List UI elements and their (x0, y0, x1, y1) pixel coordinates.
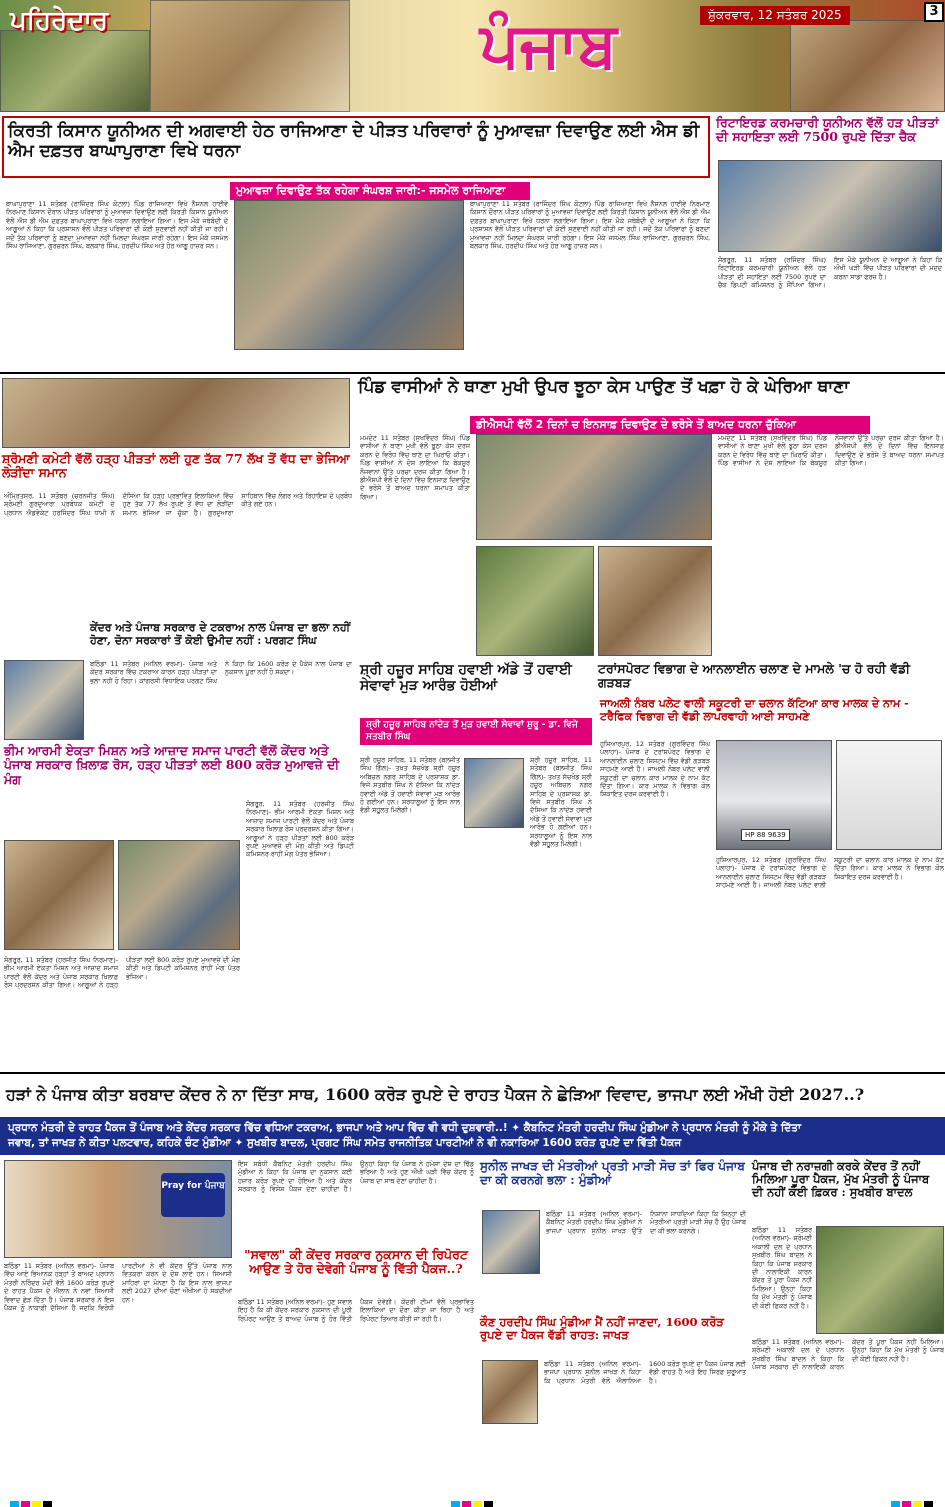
registration-swatches-center (451, 1495, 495, 1507)
story9-body: ਬਠਿੰਡਾ 11 ਸਤੰਬਰ (ਅਨਿਲ ਵਰਮਾ)- ਕੈਬਨਿਟ ਮੰਤਰੀ ਹਰਦੀਪ ਸਿੰਘ ਮੁੰਡੀਆਂ ਨੇ ਭਾਜਪਾ ਪ੍ਰਧਾਨ ਸੁਨੀਲ ਜਾਖੜ ਉੱਤੇ ਨਿਸ਼ਾਨਾ ਸਾਧਦਿਆਂ ਕਿਹਾ ਕਿ ਜਿਨ੍ਹਾਂ ਦੀ ਮੰਤਰੀਆਂ ਪ੍ਰਤੀ ਮਾੜੀ ਸੋਚ ਹੈ ਉਹ ਪੰਜਾਬ ਦਾ ਕੀ ਭਲਾ ਕਰਨਗੇ। (546, 1210, 746, 1235)
divider (0, 372, 945, 374)
story5-headline[interactable]: ਸ਼੍ਰੀ ਹਜ਼ੂਰ ਸਾਹਿਬ ਹਵਾਈ ਅੱਡੇ ਤੋਂ ਹਵਾਈ ਸੇਵਾਵਾਂ ਮੁੜ ਆਰੰਭ ਹੋਈਆਂ (360, 662, 572, 695)
story5-kicker: ਸ਼੍ਰੀ ਹਜ਼ੂਰ ਸਾਹਿਬ ਨਾਂਦੇੜ ਤੋਂ ਮੁੜ ਹਵਾਈ ਸੇਵਾਵਾਂ ਸ਼ੁਰੂ - ਡਾ. ਵਿਜੇ ਸਤਬੀਰ ਸਿੰਘ (360, 718, 592, 745)
lead-headline[interactable]: ਹੜਾਂ ਨੇ ਪੰਜਾਬ ਕੀਤਾ ਬਰਬਾਦ ਕੇਂਦਰ ਨੇ ਨਾ ਦਿੱਤਾ ਸਾਥ, 1600 ਕਰੋੜ ਰੁਪਏ ਦੇ ਰਾਹਤ ਪੈਕਜ ਨੇ ਛੇੜਿਆ ਵਿਵਾਦ, ਭਾਜਪਾ ਲਈ ਔਖੀ ਹੋਈ 2027..? (6, 1085, 865, 1104)
story4-body: ਮਮਦੋਟ 11 ਸਤੰਬਰ (ਸੁਖਵਿੰਦਰ ਸਿੰਘ) ਪਿੰਡ ਵਾਸੀਆਂ ਨੇ ਥਾਣਾ ਮੁਖੀ ਵੱਲੋਂ ਝੂਠਾ ਕੇਸ ਦਰਜ ਕਰਨ ਦੇ ਵਿਰੋਧ ਵਿੱਚ ਥਾਣੇ ਦਾ ਘਿਰਾਓ ਕੀਤਾ। ਪਿੰਡ ਵਾਸੀਆਂ ਨੇ ਦੋਸ਼ ਲਾਇਆ ਕਿ ਬੇਕਸੂਰ ਨੌਜਵਾਨਾਂ ਉੱਤੇ ਪਰਚਾ ਦਰਜ ਕੀਤਾ ਗਿਆ ਹੈ। ਡੀਐਸਪੀ ਵੱਲੋਂ ਦੋ ਦਿਨਾਂ ਵਿੱਚ ਇਨਸਾਫ਼ ਦਿਵਾਉਣ ਦੇ ਭਰੋਸੇ ਤੋਂ ਬਾਅਦ ਧਰਨਾ ਸਮਾਪਤ ਕੀਤਾ ਗਿਆ। (360, 434, 470, 501)
story6-body: ਹੁਸ਼ਿਆਰਪੁਰ, 12 ਸਤੰਬਰ (ਗੁਰਵਿੰਦਰ ਸਿੰਘ ਪਲਾਹਾ)- ਪੰਜਾਬ ਦੇ ਟਰਾਂਸਪੋਰਟ ਵਿਭਾਗ ਦੇ ਆਨਲਾਈਨ ਚਲਾਣ ਸਿਸਟਮ ਵਿੱਚ ਵੱਡੀ ਗੜਬੜ ਸਾਹਮਣੇ ਆਈ ਹੈ। ਜਾਅਲੀ ਨੰਬਰ ਪਲੇਟ ਵਾਲੀ ਸਕੂਟਰੀ ਦਾ ਚਲਾਨ ਕਾਰ ਮਾਲਕ ਦੇ ਨਾਮ ਕੱਟ ਦਿੱਤਾ ਗਿਆ। ਕਾਰ ਮਾਲਕ ਨੇ ਵਿਭਾਗ ਕੋਲ ਸ਼ਿਕਾਇਤ ਦਰਜ ਕਰਵਾਈ ਹੈ। (600, 740, 710, 799)
section-title: ਪੰਜਾਬ (480, 8, 617, 81)
story8-headline-box (238, 1248, 474, 1294)
lead-strip-line2: ਜਵਾਬ, ਤਾਂ ਜਾਖੜ ਨੇ ਕੀਤਾ ਪਲਟਵਾਰ, ਕਹਿਕੇ ਚੰਟ ਮੁੰਡੀਆ ✦ ਸੁਖਬੀਰ ਬਾਦਲ, ਪ੍ਰਗਟ ਸਿੰਘ ਸਮੇਤ ਰਾਜਨੀਤਿਕ ਪਾਰਟੀਆਂ ਨੇ ਵੀ ਨਕਾਰਿਆ 1600 ਕਰੋੜ ਰੁਪਏ ਦਾ ਵਿੱਤੀ ਪੈਕਜ (8, 1137, 682, 1149)
print-registration-strip (0, 1495, 945, 1507)
story1-photo (234, 200, 464, 350)
lead-headline-box (0, 1078, 945, 1114)
story7-body: ਸੰਗਰੂਰ, 11 ਸਤੰਬਰ (ਹਰਜੀਤ ਸਿੰਘ ਨਿਰਮਾਣ)- ਭੀਮ ਆਰਮੀ ਏਕਤਾ ਮਿਸ਼ਨ ਅਤੇ ਆਜ਼ਾਦ ਸਮਾਜ ਪਾਰਟੀ ਵੱਲੋਂ ਕੇਂਦਰ ਅਤੇ ਪੰਜਾਬ ਸਰਕਾਰ ਖ਼ਿਲਾਫ਼ ਰੋਸ ਪ੍ਰਦਰਸ਼ਨ ਕੀਤਾ ਗਿਆ। ਆਗੂਆਂ ਨੇ ਹੜ੍ਹ ਪੀੜਤਾਂ ਲਈ 800 ਕਰੋੜ ਰੁਪਏ ਮੁਆਵਜ਼ੇ ਦੀ ਮੰਗ ਕੀਤੀ ਅਤੇ ਡਿਪਟੀ ਕਮਿਸ਼ਨਰ ਰਾਹੀਂ ਮੰਗ ਪੱਤਰ ਭੇਜਿਆ। (4, 956, 240, 990)
story7-headline[interactable]: ਭੀਮ ਆਰਮੀ ਏਕਤਾ ਮਿਸ਼ਨ ਅਤੇ ਆਜ਼ਾਦ ਸਮਾਜ ਪਾਰਟੀ ਵੱਲੋਂ ਕੇਂਦਰ ਅਤੇ ਪੰਜਾਬ ਸਰਕਾਰ ਖ਼ਿਲਾਫ਼ ਰੋਸ, ਹੜ੍ਹ ਪੀੜਤਾਂ ਲਈ 800 ਕਰੋੜ ਮੁਆਵਜ਼ੇ ਦੀ ਮੰਗ (4, 743, 340, 787)
registration-swatches-left (10, 1495, 54, 1507)
lead-body-cont: ਇਸ ਸਬੰਧੀ ਕੈਬਨਿਟ ਮੰਤਰੀ ਹਰਦੀਪ ਸਿੰਘ ਮੁੰਡੀਆ ਨੇ ਕਿਹਾ ਕਿ ਪੰਜਾਬ ਦਾ ਨੁਕਸਾਨ ਕਈ ਹਜ਼ਾਰ ਕਰੋੜ ਰੁਪਏ ਦਾ ਹੋਇਆ ਹੈ ਅਤੇ ਕੇਂਦਰ ਸਰਕਾਰ ਨੂੰ ਵਿਸ਼ੇਸ਼ ਪੈਕਜ ਦੇਣਾ ਚਾਹੀਦਾ ਹੈ। ਉਨ੍ਹਾਂ ਕਿਹਾ ਕਿ ਪੰਜਾਬ ਨੇ ਹਮੇਸ਼ਾ ਦੇਸ਼ ਦਾ ਢਿੱਡ ਭਰਿਆ ਹੈ ਅਤੇ ਹੁਣ ਔਖੀ ਘੜੀ ਵਿੱਚ ਕੇਂਦਰ ਨੂੰ ਪੰਜਾਬ ਦਾ ਸਾਥ ਦੇਣਾ ਚਾਹੀਦਾ ਹੈ। (238, 1160, 474, 1194)
story3-sub-headline[interactable]: ਕੇਂਦਰ ਅਤੇ ਪੰਜਾਬ ਸਰਕਾਰ ਦੇ ਟਕਰਾਅ ਨਾਲ ਪੰਜਾਬ ਦਾ ਭਲਾ ਨਹੀਂ ਹੋਣਾ, ਦੋਨਾ ਸਰਕਾਰਾਂ ਤੋਂ ਕੋਈ ਉਮੀਦ ਨਹੀਂ : ਪਰਗਟ ਸਿੰਘ (90, 621, 350, 647)
story9-headline[interactable]: ਸੁਨੀਲ ਜਾਖੜ ਦੀ ਮੰਤਰੀਆਂ ਪ੍ਰਤੀ ਮਾੜੀ ਸੋਚ ਤਾਂ ਫਿਰ ਪੰਜਾਬ ਦਾ ਕੀ ਕਰਨਗੇ ਭਲਾ : ਮੁੰਡੀਆਂ (480, 1159, 745, 1187)
challan-screenshot (836, 740, 942, 850)
sukhbir-badal-photo (816, 1226, 944, 1334)
story1-body: ਬਾਘਾਪੁਰਾਣਾ 11 ਸਤੰਬਰ (ਰਾਜਿੰਦਰ ਸਿੰਘ ਕੋਟਲਾ) ਪਿੰਡ ਰਾਜਿਆਣਾ ਵਿਖੇ ਨੈਸ਼ਨਲ ਹਾਈਵੇ ਨਿਰਮਾਣ ਕਿਸਾਨ ਦੌਰਾਨ ਪੀੜਤ ਪਰਿਵਾਰਾਂ ਨੂੰ ਮੁਆਵਜ਼ਾ ਦਿਵਾਉਣ ਲਈ ਕਿਰਤੀ ਕਿਸਾਨ ਯੂਨੀਅਨ ਵੱਲੋਂ ਐਸ ਡੀ ਐਮ ਦਫ਼ਤਰ ਬਾਘਾਪੁਰਾਣਾ ਵਿਖੇ ਧਰਨਾ ਲਗਾਇਆ ਗਿਆ। ਇਸ ਮੌਕੇ ਜਥੇਬੰਦੀ ਦੇ ਆਗੂਆਂ ਨੇ ਕਿਹਾ ਕਿ ਪ੍ਰਸ਼ਾਸਨ ਵੱਲੋਂ ਪੀੜਤ ਪਰਿਵਾਰਾਂ ਦੀ ਕੋਈ ਸੁਣਵਾਈ ਨਹੀਂ ਕੀਤੀ ਜਾ ਰਹੀ। ਜਦੋਂ ਤੱਕ ਪਰਿਵਾਰਾਂ ਨੂੰ ਬਣਦਾ ਮੁਆਵਜ਼ਾ ਨਹੀਂ ਮਿਲਦਾ ਸੰਘਰਸ਼ ਜਾਰੀ ਰਹੇਗਾ। ਇਸ ਮੌਕੇ ਜਸਮੇਲ ਸਿੰਘ ਰਾਜਿਆਣਾ, ਗੁਰਚਰਨ ਸਿੰਘ, ਬਲਕਾਰ ਸਿੰਘ, ਹਰਦੀਪ ਸਿੰਘ ਅਤੇ ਹੋਰ ਆਗੂ ਹਾਜ਼ਰ ਸਨ। (6, 200, 228, 251)
story1-kicker: ਮੁਆਵਜ਼ਾ ਦਿਵਾਉਣ ਤੱਕ ਰਹੇਗਾ ਸੰਘਰਸ਼ ਜਾਰੀ:- ਜਸਮੇਲ ਰਾਜਿਆਣਾ (230, 182, 530, 200)
masthead-photo-fields (150, 0, 350, 112)
story4-headline-box (358, 378, 944, 412)
story9-sub-body: ਬਠਿੰਡਾ 11 ਸਤੰਬਰ (ਅਨਿਲ ਵਰਮਾ)- ਭਾਜਪਾ ਪ੍ਰਧਾਨ ਸੁਨੀਲ ਜਾਖੜ ਨੇ ਕਿਹਾ ਕਿ ਪ੍ਰਧਾਨ ਮੰਤਰੀ ਵੱਲੋਂ ਐਲਾਨਿਆ 1600 ਕਰੋੜ ਰੁਪਏ ਦਾ ਪੈਕਜ ਪੰਜਾਬ ਲਈ ਵੱਡੀ ਰਾਹਤ ਹੈ ਅਤੇ ਇਹ ਸਿਰਫ਼ ਸ਼ੁਰੂਆਤ ਹੈ। (544, 1360, 746, 1385)
story2-body: ਸੰਗਰੂਰ, 11 ਸਤੰਬਰ (ਰਜਿੰਦਰ ਸਿੰਘ) ਰਿਟਾਇਰਡ ਕਰਮਚਾਰੀ ਯੂਨੀਅਨ ਵੱਲੋਂ ਹੜ ਪੀੜਤਾਂ ਦੀ ਸਹਾਇਤਾ ਲਈ 7500 ਰੁਪਏ ਦਾ ਚੈਕ ਡਿਪਟੀ ਕਮਿਸ਼ਨਰ ਨੂੰ ਸੌਂਪਿਆ ਗਿਆ। ਇਸ ਮੌਕੇ ਯੂਨੀਅਨ ਦੇ ਆਗੂਆਂ ਨੇ ਕਿਹਾ ਕਿ ਔਖੀ ਘੜੀ ਵਿੱਚ ਪੀੜਤ ਪਰਿਵਾਰਾਂ ਦੀ ਮਦਦ ਕਰਨਾ ਸਾਡਾ ਫਰਜ਼ ਹੈ। (718, 256, 942, 290)
story6-kicker: ਜਾਅਲੀ ਨੰਬਰ ਪਲੇਟ ਵਾਲੀ ਸਕੂਟਰੀ ਦਾ ਚਲਾਨ ਕੱਟਿਆ ਕਾਰ ਮਾਲਕ ਦੇ ਨਾਮ - ਟਰੈਫਿਕ ਵਿਭਾਗ ਦੀ ਵੱਡੀ ਲਾਪਰਵਾਹੀ ਆਈ ਸਾਹਮਣੇ (600, 697, 909, 723)
story8-body: ਬਠਿੰਡਾ 11 ਸਤੰਬਰ (ਅਨਿਲ ਵਰਮਾ)- ਹੁਣ ਸਵਾਲ ਇਹ ਹੈ ਕਿ ਕੀ ਕੇਂਦਰ ਸਰਕਾਰ ਨੁਕਸਾਨ ਦੀ ਪੂਰੀ ਰਿਪੋਰਟ ਆਉਣ ਤੋਂ ਬਾਅਦ ਪੰਜਾਬ ਨੂੰ ਹੋਰ ਵਿੱਤੀ ਪੈਕਜ ਦੇਵੇਗੀ। ਕੇਂਦਰੀ ਟੀਮਾਂ ਵੱਲੋਂ ਪ੍ਰਭਾਵਿਤ ਇਲਾਕਿਆਂ ਦਾ ਦੌਰਾ ਕੀਤਾ ਜਾ ਰਿਹਾ ਹੈ ਅਤੇ ਰਿਪੋਰਟ ਤਿਆਰ ਕੀਤੀ ਜਾ ਰਹੀ ਹੈ। (238, 1298, 474, 1323)
story3-photo (2, 378, 350, 448)
story2-headline[interactable]: ਰਿਟਾਇਰਡ ਕਰਮਚਾਰੀ ਯੂਨੀਅਨ ਵੱਲੋਂ ਹੜ ਪੀੜਤਾਂ ਦੀ ਸਹਾਇਤਾ ਲਈ 7500 ਰੁਪਏ ਦਿੱਤਾ ਚੈਕ (716, 115, 939, 145)
story10-body-cont: ਬਠਿੰਡਾ 11 ਸਤੰਬਰ (ਅਨਿਲ ਵਰਮਾ)- ਸ਼੍ਰੋਮਣੀ ਅਕਾਲੀ ਦਲ ਦੇ ਪ੍ਰਧਾਨ ਸੁਖਬੀਰ ਸਿੰਘ ਬਾਦਲ ਨੇ ਕਿਹਾ ਕਿ ਪੰਜਾਬ ਸਰਕਾਰ ਦੀ ਨਾਲਾਇਕੀ ਕਾਰਨ ਕੇਂਦਰ ਤੋਂ ਪੂਰਾ ਪੈਕਜ ਨਹੀਂ ਮਿਲਿਆ। ਉਨ੍ਹਾਂ ਕਿਹਾ ਕਿ ਮੁੱਖ ਮੰਤਰੀ ਨੂੰ ਪੰਜਾਬ ਦੀ ਕੋਈ ਫ਼ਿਕਰ ਨਹੀਂ ਹੈ। (752, 1338, 944, 1372)
story10-headline-box (752, 1160, 944, 1222)
lead-body: ਬਠਿੰਡਾ 11 ਸਤੰਬਰ (ਅਨਿਲ ਵਰਮਾ)- ਪੰਜਾਬ ਵਿੱਚ ਆਏ ਭਿਆਨਕ ਹੜ੍ਹਾਂ ਤੋਂ ਬਾਅਦ ਪ੍ਰਧਾਨ ਮੰਤਰੀ ਨਰਿੰਦਰ ਮੋਦੀ ਵੱਲੋਂ 1600 ਕਰੋੜ ਰੁਪਏ ਦੇ ਰਾਹਤ ਪੈਕਜ ਦੇ ਐਲਾਨ ਨੇ ਨਵਾਂ ਸਿਆਸੀ ਵਿਵਾਦ ਛੇੜ ਦਿੱਤਾ ਹੈ। ਪੰਜਾਬ ਸਰਕਾਰ ਨੇ ਇਸ ਪੈਕਜ ਨੂੰ ਨਾਕਾਫ਼ੀ ਦੱਸਿਆ ਹੈ ਜਦਕਿ ਵਿਰੋਧੀ ਪਾਰਟੀਆਂ ਨੇ ਵੀ ਕੇਂਦਰ ਉੱਤੇ ਪੰਜਾਬ ਨਾਲ ਵਿਤਕਰਾ ਕਰਨ ਦੇ ਦੋਸ਼ ਲਾਏ ਹਨ। ਸਿਆਸੀ ਮਾਹਿਰਾਂ ਦਾ ਮੰਨਣਾ ਹੈ ਕਿ ਇਸ ਨਾਲ ਭਾਜਪਾ ਲਈ 2027 ਦੀਆਂ ਚੋਣਾਂ ਔਖੀਆਂ ਹੋ ਸਕਦੀਆਂ ਹਨ। (4, 1262, 232, 1313)
story4-photo-top (476, 434, 712, 540)
story1-headline[interactable]: ਕਿਰਤੀ ਕਿਸਾਨ ਯੂਨੀਅਨ ਦੀ ਅਗਵਾਈ ਹੇਠ ਰਾਜਿਆਣਾ ਦੇ ਪੀੜਤ ਪਰਿਵਾਰਾਂ ਨੂੰ ਮੁਆਵਜ਼ਾ ਦਿਵਾਉਣ ਲਈ ਐਸ ਡੀ ਐਮ ਦਫ਼ਤਰ ਬਾਘਾਪੁਰਾਣਾ ਵਿਖੇ ਧਰਨਾ (8, 121, 700, 161)
story6-body-cont: ਹੁਸ਼ਿਆਰਪੁਰ, 12 ਸਤੰਬਰ (ਗੁਰਵਿੰਦਰ ਸਿੰਘ ਪਲਾਹਾ)- ਪੰਜਾਬ ਦੇ ਟਰਾਂਸਪੋਰਟ ਵਿਭਾਗ ਦੇ ਆਨਲਾਈਨ ਚਲਾਣ ਸਿਸਟਮ ਵਿੱਚ ਵੱਡੀ ਗੜਬੜ ਸਾਹਮਣੇ ਆਈ ਹੈ। ਜਾਅਲੀ ਨੰਬਰ ਪਲੇਟ ਵਾਲੀ ਸਕੂਟਰੀ ਦਾ ਚਲਾਨ ਕਾਰ ਮਾਲਕ ਦੇ ਨਾਮ ਕੱਟ ਦਿੱਤਾ ਗਿਆ। ਕਾਰ ਮਾਲਕ ਨੇ ਵਿਭਾਗ ਕੋਲ ਸ਼ਿਕਾਇਤ ਦਰਜ ਕਰਵਾਈ ਹੈ। (716, 856, 944, 890)
story3-headline[interactable]: ਸ਼੍ਰੋਮਣੀ ਕਮੇਟੀ ਵੱਲੋਂ ਹੜ੍ਹ ਪੀੜਤਾਂ ਲਈ ਹੁਣ ਤੱਕ 77 ਲੱਖ ਤੋਂ ਵੱਧ ਦਾ ਭੇਜਿਆ ਲੋੜੀਂਦਾ ਸਮਾਨ (2, 451, 350, 481)
story7-body-cont: ਸੰਗਰੂਰ, 11 ਸਤੰਬਰ (ਹਰਜੀਤ ਸਿੰਘ ਨਿਰਮਾਣ)- ਭੀਮ ਆਰਮੀ ਏਕਤਾ ਮਿਸ਼ਨ ਅਤੇ ਆਜ਼ਾਦ ਸਮਾਜ ਪਾਰਟੀ ਵੱਲੋਂ ਕੇਂਦਰ ਅਤੇ ਪੰਜਾਬ ਸਰਕਾਰ ਖ਼ਿਲਾਫ਼ ਰੋਸ ਪ੍ਰਦਰਸ਼ਨ ਕੀਤਾ ਗਿਆ। ਆਗੂਆਂ ਨੇ ਹੜ੍ਹ ਪੀੜਤਾਂ ਲਈ 800 ਕਰੋੜ ਰੁਪਏ ਮੁਆਵਜ਼ੇ ਦੀ ਮੰਗ ਕੀਤੀ ਅਤੇ ਡਿਪਟੀ ਕਮਿਸ਼ਨਰ ਰਾਹੀਂ ਮੰਗ ਪੱਤਰ ਭੇਜਿਆ। (246, 800, 354, 859)
story10-headline[interactable]: ਪੰਜਾਬ ਦੀ ਨਰਾਜ਼ਗੀ ਕਰਕੇ ਕੇਂਦਰ ਤੋਂ ਨਹੀਂ ਮਿਲਿਆ ਪੂਰਾ ਪੈਕਜ, ਮੁੱਖ ਮੰਤਰੀ ਨੂੰ ਪੰਜਾਬ ਦੀ ਨਹੀਂ ਕੋਈ ਫ਼ਿਕਰ : ਸੁਖਬੀਰ ਬਾਦਲ (752, 1159, 930, 1200)
story6-headline[interactable]: ਟਰਾਂਸਪੋਰਟ ਵਿਭਾਗ ਦੇ ਆਨਲਾਈਨ ਚਲਾਣ ਦੇ ਮਾਮਲੇ 'ਚ ਹੋ ਰਹੀ ਵੱਡੀ ਗੜਬੜ (598, 661, 911, 691)
story5-body: ਸ਼੍ਰੀ ਹਜ਼ੂਰ ਸਾਹਿਬ, 11 ਸਤੰਬਰ (ਬਲਜੀਤ ਸਿੰਘ ਗਿੱਲ)- ਤਖ਼ਤ ਸੱਚਖੰਡ ਸ਼੍ਰੀ ਹਜ਼ੂਰ ਅਬਿਚਲ ਨਗਰ ਸਾਹਿਬ ਦੇ ਪ੍ਰਸ਼ਾਸਕ ਡਾ. ਵਿਜੇ ਸਤਬੀਰ ਸਿੰਘ ਨੇ ਦੱਸਿਆ ਕਿ ਨਾਂਦੇੜ ਹਵਾਈ ਅੱਡੇ ਤੋਂ ਹਵਾਈ ਸੇਵਾਵਾਂ ਮੁੜ ਆਰੰਭ ਹੋ ਗਈਆਂ ਹਨ। ਸ਼ਰਧਾਲੂਆਂ ਨੂੰ ਇਸ ਨਾਲ ਵੱਡੀ ਸਹੂਲਤ ਮਿਲੇਗੀ। (360, 756, 460, 815)
story6-kicker-box (600, 698, 944, 734)
pray-for-punjab-badge: Pray for ਪੰਜਾਬ (161, 1173, 225, 1217)
page-number: 3 (924, 2, 944, 22)
masthead-photo-right (790, 20, 945, 112)
mundian-photo (482, 1210, 540, 1274)
story8-headline[interactable]: "ਸਵਾਲ" ਕੀ ਕੇਂਦਰ ਸਰਕਾਰ ਨੁਕਸਾਨ ਦੀ ਰਿਪੋਰਟ ਆਉਣ ਤੇ ਹੋਰ ਦੇਵੇਗੀ ਪੰਜਾਬ ਨੂੰ ਵਿੱਤੀ ਪੈਕਜ..? (244, 1247, 468, 1277)
story3-headline-box (2, 452, 352, 488)
story1-body-cont: ਬਾਘਾਪੁਰਾਣਾ 11 ਸਤੰਬਰ (ਰਾਜਿੰਦਰ ਸਿੰਘ ਕੋਟਲਾ) ਪਿੰਡ ਰਾਜਿਆਣਾ ਵਿਖੇ ਨੈਸ਼ਨਲ ਹਾਈਵੇ ਨਿਰਮਾਣ ਕਿਸਾਨ ਦੌਰਾਨ ਪੀੜਤ ਪਰਿਵਾਰਾਂ ਨੂੰ ਮੁਆਵਜ਼ਾ ਦਿਵਾਉਣ ਲਈ ਕਿਰਤੀ ਕਿਸਾਨ ਯੂਨੀਅਨ ਵੱਲੋਂ ਐਸ ਡੀ ਐਮ ਦਫ਼ਤਰ ਬਾਘਾਪੁਰਾਣਾ ਵਿਖੇ ਧਰਨਾ ਲਗਾਇਆ ਗਿਆ। ਇਸ ਮੌਕੇ ਜਥੇਬੰਦੀ ਦੇ ਆਗੂਆਂ ਨੇ ਕਿਹਾ ਕਿ ਪ੍ਰਸ਼ਾਸਨ ਵੱਲੋਂ ਪੀੜਤ ਪਰਿਵਾਰਾਂ ਦੀ ਕੋਈ ਸੁਣਵਾਈ ਨਹੀਂ ਕੀਤੀ ਜਾ ਰਹੀ। ਜਦੋਂ ਤੱਕ ਪਰਿਵਾਰਾਂ ਨੂੰ ਬਣਦਾ ਮੁਆਵਜ਼ਾ ਨਹੀਂ ਮਿਲਦਾ ਸੰਘਰਸ਼ ਜਾਰੀ ਰਹੇਗਾ। ਇਸ ਮੌਕੇ ਜਸਮੇਲ ਸਿੰਘ ਰਾਜਿਆਣਾ, ਗੁਰਚਰਨ ਸਿੰਘ, ਬਲਕਾਰ ਸਿੰਘ, ਹਰਦੀਪ ਸਿੰਘ ਅਤੇ ਹੋਰ ਆਗੂ ਹਾਜ਼ਰ ਸਨ। (470, 200, 710, 251)
story6-headline-box (598, 662, 944, 696)
number-plate: HP 88 9639 (741, 829, 790, 841)
lead-strip (0, 1117, 945, 1155)
story9-sub-headline[interactable]: ਕੌਣ ਹਰਦੀਪ ਸਿੰਘ ਮੁੰਡੀਆ ਮੈਂ ਨਹੀਂ ਜਾਣਦਾ, 1600 ਕਰੋੜ ਰੁਪਏ ਦਾ ਪੈਕਜ ਵੱਡੀ ਰਾਹਤ: ਜਾਖੜ (480, 1315, 724, 1343)
story9-headline-box (480, 1160, 746, 1204)
vijay-satbir-singh-photo (464, 758, 524, 828)
story4-photo-left (476, 546, 594, 656)
story10-body: ਬਠਿੰਡਾ 11 ਸਤੰਬਰ (ਅਨਿਲ ਵਰਮਾ)- ਸ਼੍ਰੋਮਣੀ ਅਕਾਲੀ ਦਲ ਦੇ ਪ੍ਰਧਾਨ ਸੁਖਬੀਰ ਸਿੰਘ ਬਾਦਲ ਨੇ ਕਿਹਾ ਕਿ ਪੰਜਾਬ ਸਰਕਾਰ ਦੀ ਨਾਲਾਇਕੀ ਕਾਰਨ ਕੇਂਦਰ ਤੋਂ ਪੂਰਾ ਪੈਕਜ ਨਹੀਂ ਮਿਲਿਆ। ਉਨ੍ਹਾਂ ਕਿਹਾ ਕਿ ਮੁੱਖ ਮੰਤਰੀ ਨੂੰ ਪੰਜਾਬ ਦੀ ਕੋਈ ਫ਼ਿਕਰ ਨਹੀਂ ਹੈ। (752, 1226, 812, 1310)
story3-sub-headline-box (90, 622, 352, 656)
story4-headline[interactable]: ਪਿੰਡ ਵਾਸੀਆਂ ਨੇ ਥਾਣਾ ਮੁਖੀ ਉਪਰ ਝੂਠਾ ਕੇਸ ਪਾਉਣ ਤੋਂ ਖਫ਼ਾ ਹੋ ਕੇ ਘੇਰਿਆ ਥਾਣਾ (358, 377, 850, 397)
story7-photo-right (118, 840, 240, 950)
story3-body: ਅੰਮ੍ਰਿਤਸਰ, 11 ਸਤੰਬਰ (ਚਰਨਜੀਤ ਸਿੰਘ) ਸ਼੍ਰੋਮਣੀ ਗੁਰਦੁਆਰਾ ਪ੍ਰਬੰਧਕ ਕਮੇਟੀ ਦੇ ਪ੍ਰਧਾਨ ਐਡਵੋਕੇਟ ਹਰਜਿੰਦਰ ਸਿੰਘ ਧਾਮੀ ਨੇ ਦੱਸਿਆ ਕਿ ਹੜ੍ਹ ਪ੍ਰਭਾਵਿਤ ਇਲਾਕਿਆਂ ਵਿੱਚ ਹੁਣ ਤੱਕ 77 ਲੱਖ ਰੁਪਏ ਤੋਂ ਵੱਧ ਦਾ ਲੋੜੀਂਦਾ ਸਮਾਨ ਭੇਜਿਆ ਜਾ ਚੁੱਕਾ ਹੈ। ਗੁਰਦੁਆਰਾ ਸਾਹਿਬਾਨ ਵਿੱਚ ਲੰਗਰ ਅਤੇ ਰਿਹਾਇਸ਼ ਦੇ ਪ੍ਰਬੰਧ ਕੀਤੇ ਗਏ ਹਨ। (4, 492, 352, 517)
masthead-photo-left (0, 30, 150, 112)
story7-photo-left (4, 840, 114, 950)
story9-sub-headline-box (480, 1316, 746, 1356)
story1-headline-box (2, 116, 710, 178)
registration-swatches-right (891, 1495, 935, 1507)
story2-photo (718, 160, 942, 252)
story5-headline-box (360, 662, 592, 714)
lead-strip-line1: ਪ੍ਰਧਾਨ ਮੰਤਰੀ ਦੇ ਰਾਹਤ ਪੈਕਜ ਤੋਂ ਪੰਜਾਬ ਅਤੇ ਕੇਂਦਰ ਸਰਕਾਰ ਵਿੱਚ ਵਧਿਆ ਟਕਰਾਅ, ਭਾਜਪਾ ਅਤੇ ਆਪ ਵਿੱਚ ਵੀ ਵਧੀ ਦੁਸ਼ਵਾਰੀ..! ✦ ਕੈਬਨਿਟ ਮੰਤਰੀ ਹਰਦੀਪ ਸਿੰਘ ਮੁੰਡੀਆ ਨੇ ਪ੍ਰਧਾਨ ਮੰਤਰੀ ਨੂੰ ਮੌਕੇ ਤੇ ਦਿੱਤਾ (8, 1122, 801, 1134)
story4-kicker: ਡੀਐਸਪੀ ਵੱਲੋਂ 2 ਦਿਨਾਂ ਚ ਇਨਸਾਫ਼ ਦਿਵਾਉਣ ਦੇ ਭਰੋਸੇ ਤੋਂ ਬਾਅਦ ਧਰਨਾ ਚੁੱਕਿਆ (470, 416, 870, 434)
story3-sub-body: ਬਠਿੰਡਾ 11 ਸਤੰਬਰ (ਅਨਿਲ ਵਰਮਾ)- ਪੰਜਾਬ ਅਤੇ ਕੇਂਦਰ ਸਰਕਾਰ ਵਿੱਚ ਟਕਰਾਅ ਕਾਰਨ ਹੜ੍ਹ ਪੀੜਤਾਂ ਦਾ ਭਲਾ ਨਹੀਂ ਹੋ ਰਿਹਾ। ਕਾਂਗਰਸੀ ਵਿਧਾਇਕ ਪਰਗਟ ਸਿੰਘ ਨੇ ਕਿਹਾ ਕਿ 1600 ਕਰੋੜ ਦੇ ਪੈਕੇਜ ਨਾਲ ਪੰਜਾਬ ਦਾ ਨੁਕਸਾਨ ਪੂਰਾ ਨਹੀਂ ਹੋ ਸਕਦਾ। (90, 660, 352, 685)
story2-headline-box (716, 116, 944, 154)
story5-body-cont: ਸ਼੍ਰੀ ਹਜ਼ੂਰ ਸਾਹਿਬ, 11 ਸਤੰਬਰ (ਬਲਜੀਤ ਸਿੰਘ ਗਿੱਲ)- ਤਖ਼ਤ ਸੱਚਖੰਡ ਸ਼੍ਰੀ ਹਜ਼ੂਰ ਅਬਿਚਲ ਨਗਰ ਸਾਹਿਬ ਦੇ ਪ੍ਰਸ਼ਾਸਕ ਡਾ. ਵਿਜੇ ਸਤਬੀਰ ਸਿੰਘ ਨੇ ਦੱਸਿਆ ਕਿ ਨਾਂਦੇੜ ਹਵਾਈ ਅੱਡੇ ਤੋਂ ਹਵਾਈ ਸੇਵਾਵਾਂ ਮੁੜ ਆਰੰਭ ਹੋ ਗਈਆਂ ਹਨ। ਸ਼ਰਧਾਲੂਆਂ ਨੂੰ ਇਸ ਨਾਲ ਵੱਡੀ ਸਹੂਲਤ ਮਿਲੇਗੀ। (530, 756, 592, 849)
story7-headline-box (4, 744, 354, 796)
story4-photo-right (598, 546, 712, 656)
story4-body-cont: ਮਮਦੋਟ 11 ਸਤੰਬਰ (ਸੁਖਵਿੰਦਰ ਸਿੰਘ) ਪਿੰਡ ਵਾਸੀਆਂ ਨੇ ਥਾਣਾ ਮੁਖੀ ਵੱਲੋਂ ਝੂਠਾ ਕੇਸ ਦਰਜ ਕਰਨ ਦੇ ਵਿਰੋਧ ਵਿੱਚ ਥਾਣੇ ਦਾ ਘਿਰਾਓ ਕੀਤਾ। ਪਿੰਡ ਵਾਸੀਆਂ ਨੇ ਦੋਸ਼ ਲਾਇਆ ਕਿ ਬੇਕਸੂਰ ਨੌਜਵਾਨਾਂ ਉੱਤੇ ਪਰਚਾ ਦਰਜ ਕੀਤਾ ਗਿਆ ਹੈ। ਡੀਐਸਪੀ ਵੱਲੋਂ ਦੋ ਦਿਨਾਂ ਵਿੱਚ ਇਨਸਾਫ਼ ਦਿਵਾਉਣ ਦੇ ਭਰੋਸੇ ਤੋਂ ਬਾਅਦ ਧਰਨਾ ਸਮਾਪਤ ਕੀਤਾ ਗਿਆ। (718, 434, 944, 468)
divider (0, 1072, 945, 1074)
paper-logo[interactable]: ਪਹਿਰੇਦਾਰ (10, 6, 108, 36)
pargat-singh-photo (4, 660, 84, 740)
dateline: ਸ਼ੁੱਕਰਵਾਰ, 12 ਸਤੰਬਰ 2025 (700, 6, 850, 25)
jakhar-photo (482, 1360, 538, 1424)
pm-photo (4, 1160, 232, 1258)
car-photo (716, 740, 832, 850)
